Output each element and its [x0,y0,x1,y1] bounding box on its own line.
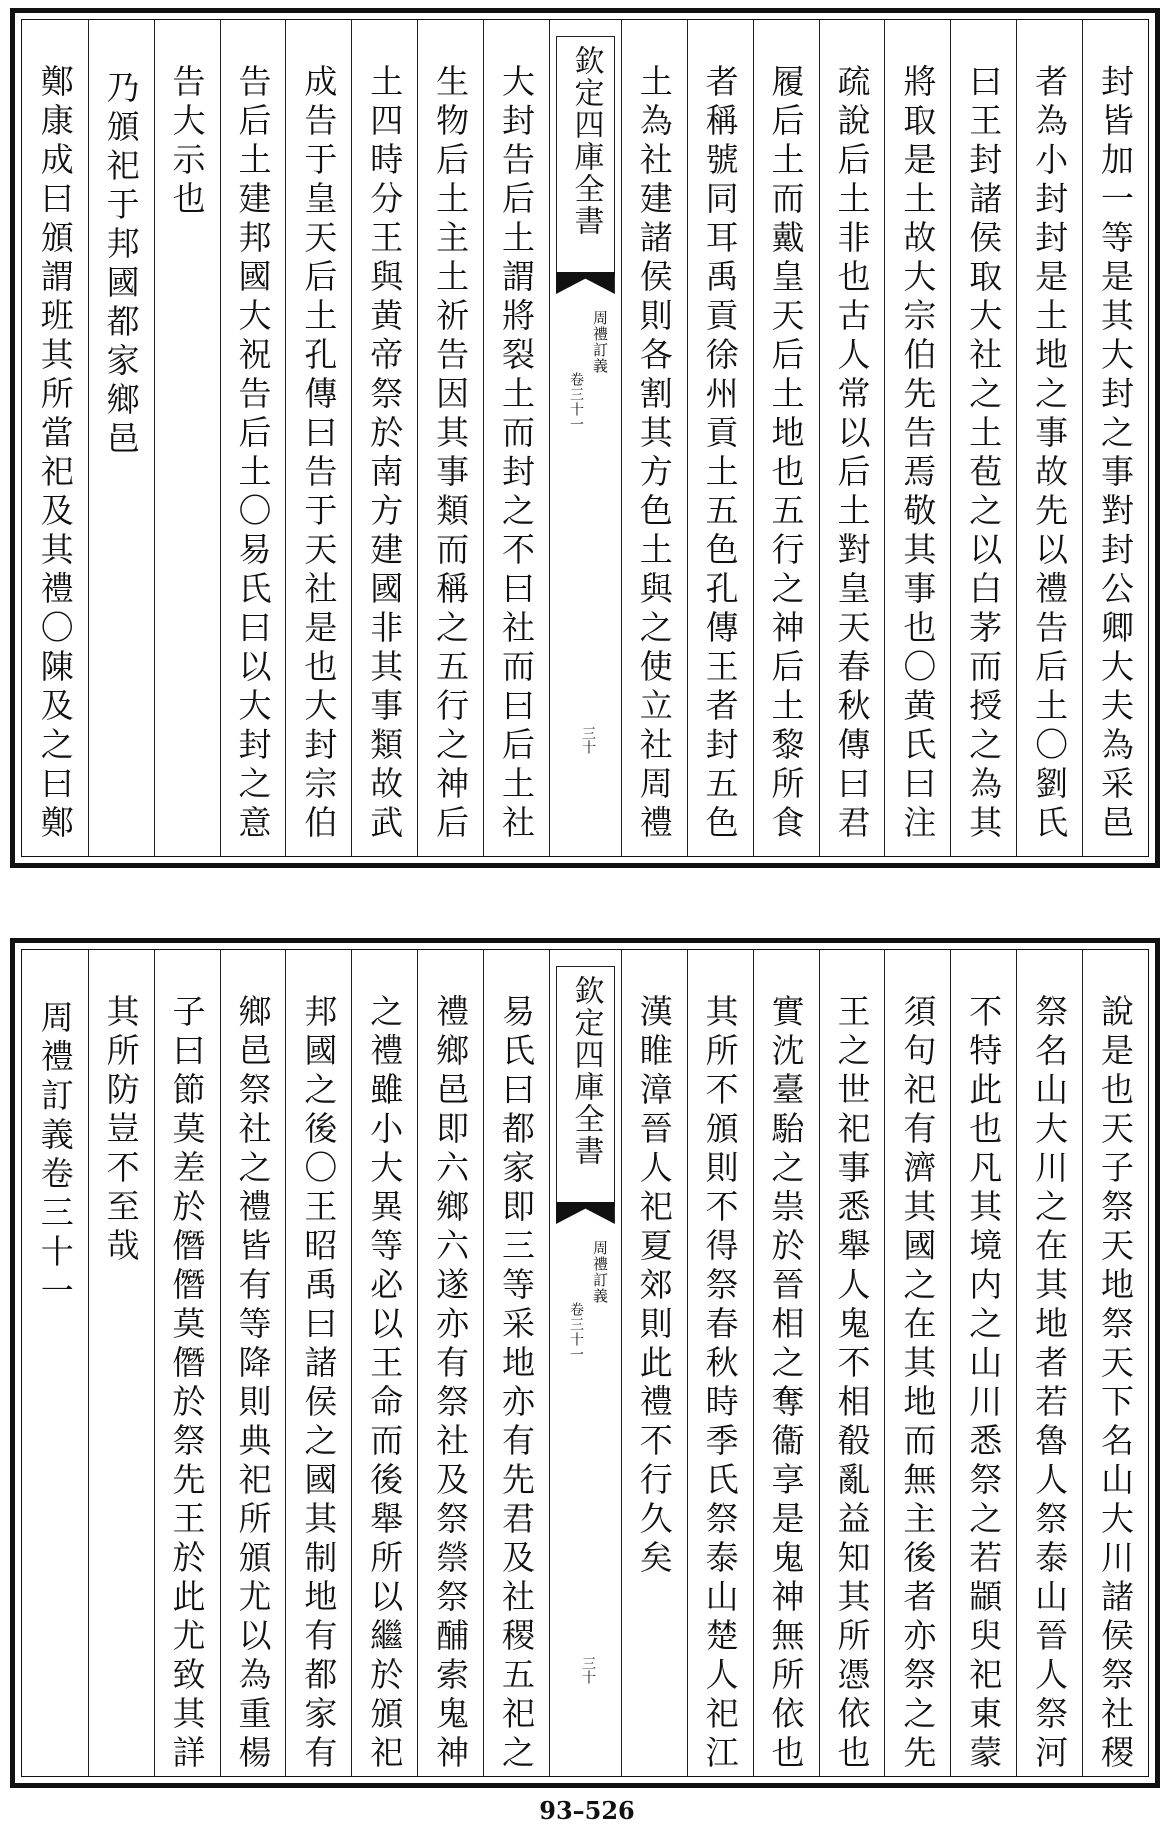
text-column: 祭名山大川之在其地者若魯人祭泰山晉人祭河 [1016,950,1082,1776]
text-column: 禮鄉邑即六鄉六遂亦有祭社及祭禜祭酺索鬼神 [417,950,483,1776]
text-column: 者為小封封是土地之事故先以禮告后土〇劉氏 [1016,20,1082,856]
text-column: 生物后土主土祈告因其事類而稱之五行之神后 [417,20,483,856]
bottom-page [10,938,1160,1788]
fishtail-mark [556,272,615,294]
text-column: 者稱號同耳禹貢徐州貢土五色孔傳王者封五色 [687,20,753,856]
text-column: 漢睢漳晉人祀夏郊則此禮不行久矣 [621,950,687,1776]
text-column: 疏說后土非也古人常以后土對皇天春秋傳曰君 [819,20,885,856]
text-column: 不特此也凡其境内之山川悉祭之若顓臾祀東蒙 [950,950,1016,1776]
banner-title: 欽定四庫全書 [568,975,604,1167]
text-column: 子曰節莫差於僭僭莫僭於祭先王於此尤致其詳 [154,950,220,1776]
bottom-page-columns [22,950,1148,1776]
top-page-frame [21,19,1149,857]
banner-box [556,36,615,276]
heading-column: 乃頒祀于邦國都家鄉邑 [88,20,154,856]
text-column: 將取是土故大宗伯先告焉敬其事也〇黄氏曰注 [884,20,950,856]
text-column: 成告于皇天后土孔傳曰告于天社是也大封宗伯 [285,20,351,856]
fishtail-mark [556,1202,615,1224]
folio-number: 三十 [580,1656,596,1684]
banner-title: 欽定四庫全書 [568,45,604,237]
bottom-page-frame [21,949,1149,1777]
text-column: 其所不頒則不得祭春秋時季氏祭泰山楚人祀江 [687,950,753,1776]
text-column: 說是也天子祭天地祭天下名山大川諸侯祭社稷 [1082,950,1148,1776]
text-column: 實沈臺駘之祟於晉相之奪衞享是鬼神無所依也 [753,950,819,1776]
text-column: 土為社建諸侯則各割其方色土與之使立社周禮 [621,20,687,856]
text-column: 鄭康成曰頒謂班其所當祀及其禮〇陳及之曰鄭 [35,64,75,844]
text-column: 封皆加一等是其大封之事對封公卿大夫為采邑 [1082,20,1148,856]
juan-number: 卷三十一 [568,1302,584,1362]
text-column: 易氏曰都家即三等采地亦有先君及社稷五祀之 [483,950,549,1776]
text-column: 土四時分王與黄帝祭於南方建國非其事類故武 [351,20,417,856]
folio-number: 三十 [580,726,596,754]
center-fold [549,20,621,856]
top-page-columns [22,20,1148,856]
banner-box [556,966,615,1206]
text-column: 履后土而戴皇天后土地也五行之神后土黎所食 [753,20,819,856]
text-column: 曰王封諸侯取大社之土苞之以白茅而授之為其 [950,20,1016,856]
text-column: 須句祀有濟其國之在其地而無主後者亦祭之先 [884,950,950,1776]
text-column: 王之世祀事悉舉人鬼不相殽亂益知其所憑依也 [819,950,885,1776]
text-column: 告后土建邦國大祝告后土〇易氏曰以大封之意 [220,20,286,856]
top-page [10,8,1160,868]
chapter-end-column: 周禮訂義卷三十一 [35,1000,75,1312]
book-title: 周禮訂義 [591,310,609,374]
text-column: 大封告后土謂將裂土而封之不曰社而曰后土社 [483,20,549,856]
text-column: 之禮雖小大異等必以王命而後舉所以繼於頒祀 [351,950,417,1776]
text-column: 鄉邑祭社之禮皆有等降則典祀所頒尤以為重楊 [220,950,286,1776]
center-fold [549,950,621,1776]
page-number: 93–526 [539,1796,635,1825]
juan-number: 卷三十一 [568,372,584,432]
book-title: 周禮訂義 [591,1240,609,1304]
text-column: 告大示也 [154,20,220,856]
text-column: 邦國之後〇王昭禹曰諸侯之國其制地有都家有 [285,950,351,1776]
text-column: 其所防豈不至哉 [88,950,154,1776]
